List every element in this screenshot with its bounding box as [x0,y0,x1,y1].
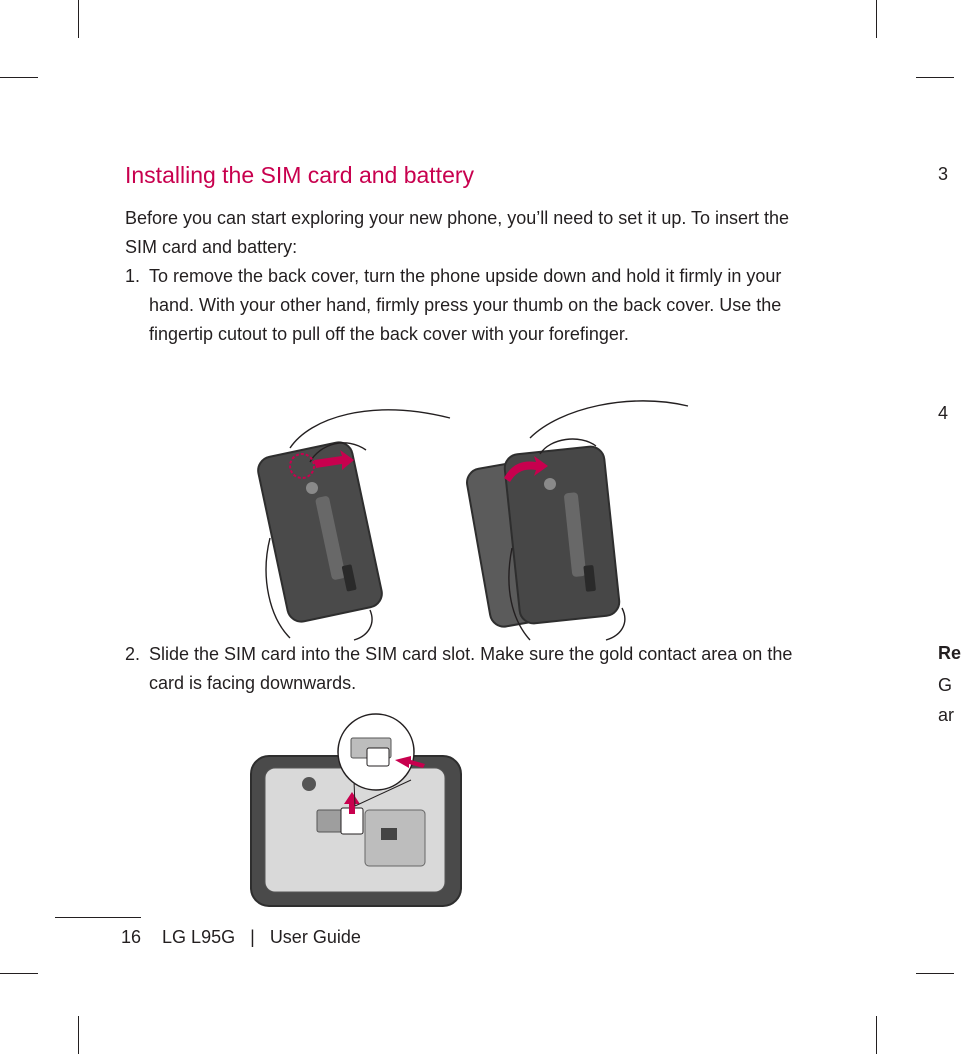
page-number: 16 [121,927,142,947]
crop-mark-right-lower [916,973,954,974]
crop-mark-bottom-right [876,1016,877,1054]
device-name: LG L95G [162,927,236,947]
next-page-number-3: 3 [938,164,949,184]
crop-mark-left-lower [0,973,38,974]
crop-mark-top-right [876,0,877,38]
step-number: 2. [125,644,141,664]
step-text: To remove the back cover, turn the phone upside down and hold it firmly in your hand. With your other hand, firmly press your thumb on the back cover. Use the fingertip cutout to pull off the back cover with your forefinger. [149,266,782,344]
crop-mark-top-left [78,0,79,38]
footer-separator: | [250,927,255,947]
sim-card-insertion-illustration [245,708,470,912]
guide-title: User Guide [269,927,361,947]
next-page-text-fragment-2: ar [938,705,955,725]
step-1 [125,262,815,349]
page-footer [121,927,361,948]
crop-mark-right-upper [916,77,954,78]
next-page-number-4: 4 [938,403,949,423]
section-title: Installing the SIM card and battery [125,162,475,188]
step-text: Slide the SIM card into the SIM card slot. Make sure the gold contact area on the card is facing downwards. [149,644,793,693]
footer-rule [55,917,141,918]
next-page-text-fragment-1: G [938,675,953,695]
intro-paragraph: Before you can start exploring your new phone, you’ll need to set it up. To insert the SIM card and battery: [125,208,790,257]
crop-mark-bottom-left [78,1016,79,1054]
phone-back-right [465,445,621,629]
sim-card-zoomed [367,748,389,766]
phone-back-left [256,440,385,624]
crop-mark-left-upper [0,77,38,78]
step-number: 1. [125,266,141,286]
step-2 [125,640,815,698]
back-cover-removal-illustration [250,388,700,640]
next-page-heading-fragment: Re [938,643,961,663]
